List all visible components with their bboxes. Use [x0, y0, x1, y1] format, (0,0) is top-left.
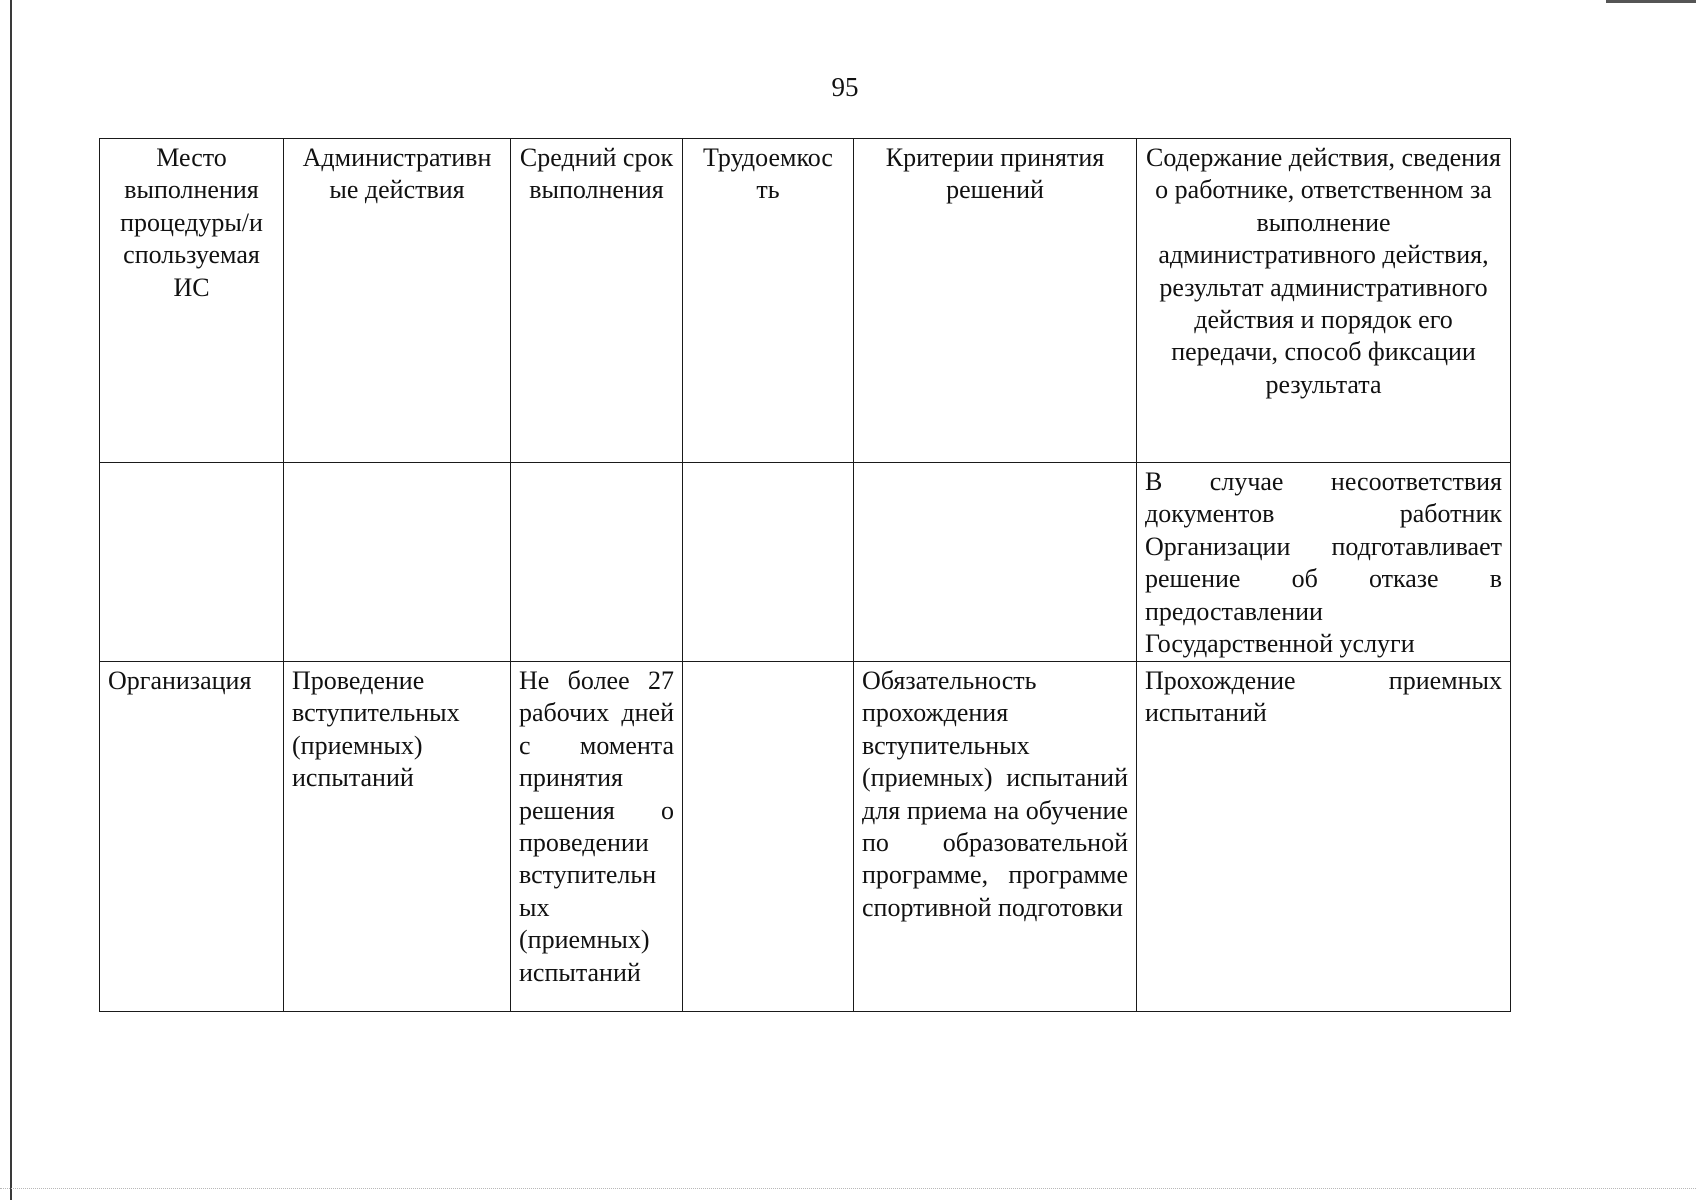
scan-edge-left [10, 0, 12, 1200]
header-criteria: Критерии принятия решений [854, 139, 1137, 463]
cell-labor [683, 463, 854, 662]
cell-content: Прохождение приемных испытаний [1137, 662, 1511, 1012]
cell-place: Организация [100, 662, 284, 1012]
cell-labor [683, 662, 854, 1012]
cell-actions [284, 463, 511, 662]
table-header-row [100, 139, 1511, 463]
cell-term [511, 463, 683, 662]
table-row [100, 662, 1511, 1012]
cell-content: В случае несоответствия документов работник Организации подготавливает решение об отказе в предоставлении Государственной услуги [1137, 463, 1511, 662]
header-content: Содержание действия, сведения о работнике, ответственном за выполнение административного действия, результат административного действия и порядок его передачи, способ фиксации результата [1137, 139, 1511, 463]
procedure-table [99, 138, 1511, 1012]
cell-term: Не более 27 рабочих дней с момента принятия решения о проведении вступительн ых (приемных) испытаний [511, 662, 683, 1012]
cell-criteria: Обязательность прохождения вступительных (приемных) испытаний для приема на обучение по образовательной программе, программе спортивной подготовки [854, 662, 1137, 1012]
page-number: 95 [831, 72, 859, 102]
scan-edge-top-right [1606, 0, 1696, 3]
scan-edge-bottom [0, 1188, 1696, 1189]
cell-place [100, 463, 284, 662]
cell-criteria [854, 463, 1137, 662]
header-actions: Административн ые действия [284, 139, 511, 463]
header-place: Место выполнения процедуры/и спользуемая ИС [100, 139, 284, 463]
cell-actions: Проведение вступительных (приемных) испытаний [284, 662, 511, 1012]
header-term: Средний срок выполнения [511, 139, 683, 463]
header-labor: Трудоемкос ть [683, 139, 854, 463]
table-row [100, 463, 1511, 662]
